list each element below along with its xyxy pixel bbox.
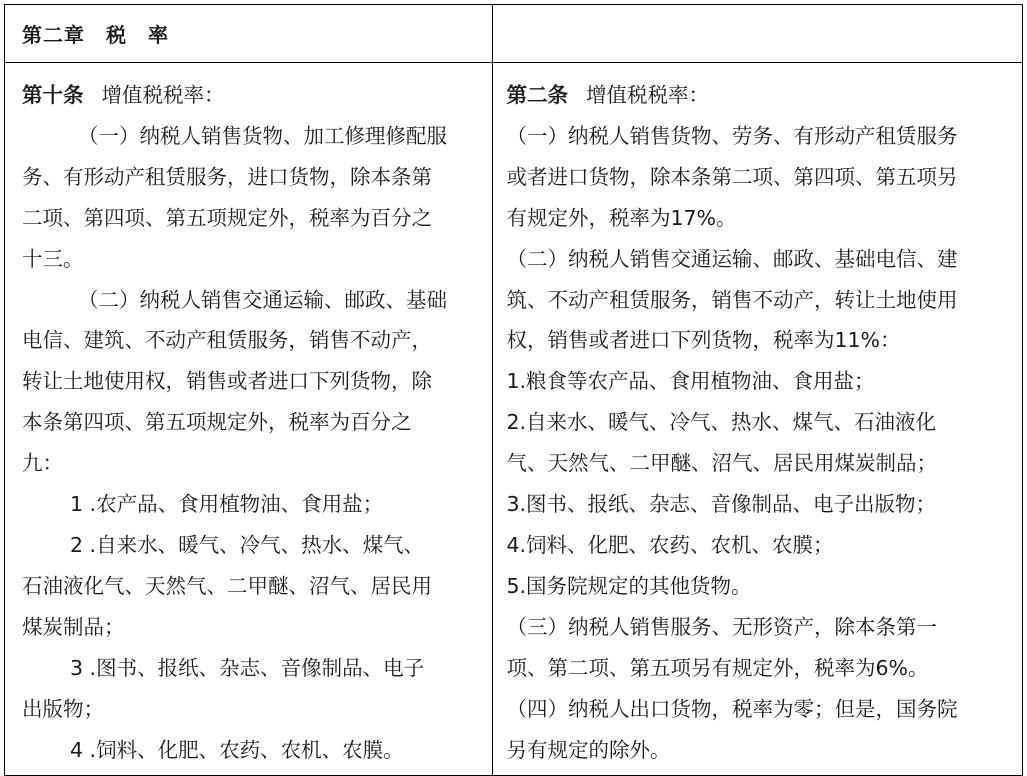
text-line: 2.自来水、暖气、冷气、热水、煤气、石油液化 xyxy=(506,410,937,435)
text-line: 1.粮食等农产品、食用植物油、食用盐； xyxy=(506,369,875,394)
text-line: （一）纳税人销售货物、加工修理修配服 xyxy=(78,123,447,148)
text-line: 石油液化气、天然气、二甲醚、沼气、居民用 xyxy=(22,573,432,598)
text-line: 4.饲料、化肥、农药、农机、农膜； xyxy=(506,532,834,557)
text-line: 筑、不动产租赁服务，销售不动产，转让土地使用 xyxy=(506,287,958,312)
text-line: 1 .农产品、食用植物油、食用盐； xyxy=(70,492,384,517)
text-line: 3 .图书、报纸、杂志、音像制品、电子 xyxy=(70,655,425,680)
header-cell-left xyxy=(5,5,493,63)
text-line: 项、第二项、第五项另有规定外，税率为6%。 xyxy=(506,655,929,680)
header-cell-right xyxy=(493,5,1023,63)
text-line: 电信、建筑、不动产租赁服务，销售不动产， xyxy=(22,328,432,353)
text-line: 4 .饲料、化肥、农药、农机、农膜。 xyxy=(70,737,404,762)
text-line: 5.国务院规定的其他货物。 xyxy=(506,573,752,598)
text-line: 务、有形动产租赁服务，进口货物，除本条第 xyxy=(22,164,432,189)
text-line: （三）纳税人销售服务、无形资产，除本条第一 xyxy=(506,614,937,639)
text-line: （一）纳税人销售货物、劳务、有形动产租赁服务 xyxy=(506,123,958,148)
text-line: （四）纳税人出口货物，税率为零；但是，国务院 xyxy=(506,696,958,721)
text-line: 煤炭制品； xyxy=(22,614,125,639)
left-column xyxy=(5,63,493,776)
text-line: 十三。 xyxy=(22,246,84,271)
text-line: 出版物； xyxy=(22,696,104,721)
chapter-title: 第二章 税 率 xyxy=(22,23,169,47)
text-line: 另有规定的除外。 xyxy=(506,737,671,762)
text-line: 3.图书、报纸、杂志、音像制品、电子出版物； xyxy=(506,492,937,517)
comparison-table xyxy=(4,4,1023,776)
text-line: 本条第四项、第五项规定外，税率为百分之 xyxy=(22,410,412,435)
text-line: 转让土地使用权，销售或者进口下列货物，除 xyxy=(22,369,432,394)
header-row xyxy=(5,5,1023,63)
text-line: （二）纳税人销售交通运输、邮政、基础 xyxy=(78,287,447,312)
article-number: 第二条 xyxy=(506,83,568,107)
article-heading xyxy=(506,75,1014,116)
text-line: 二项、第四项、第五项规定外，税率为百分之 xyxy=(22,205,432,230)
article-heading xyxy=(22,75,482,116)
text-line: 有规定外，税率为17%。 xyxy=(506,205,737,230)
text-line: 2 .自来水、暖气、冷气、热水、煤气、 xyxy=(70,532,425,557)
text-line: 九： xyxy=(22,451,63,476)
article-number: 第十条 xyxy=(22,83,84,107)
article-title: 增值税税率： xyxy=(585,83,709,107)
text-line: 权，销售或者进口下列货物，税率为11%： xyxy=(506,328,901,353)
text-line: 气、天然气、二甲醚、沼气、居民用煤炭制品； xyxy=(506,451,937,476)
article-title: 增值税税率： xyxy=(101,83,225,107)
body-row xyxy=(5,63,1023,776)
text-line: 或者进口货物，除本条第二项、第四项、第五项另 xyxy=(506,164,958,189)
text-line: （二）纳税人销售交通运输、邮政、基础电信、建 xyxy=(506,246,958,271)
right-column xyxy=(493,63,1023,776)
